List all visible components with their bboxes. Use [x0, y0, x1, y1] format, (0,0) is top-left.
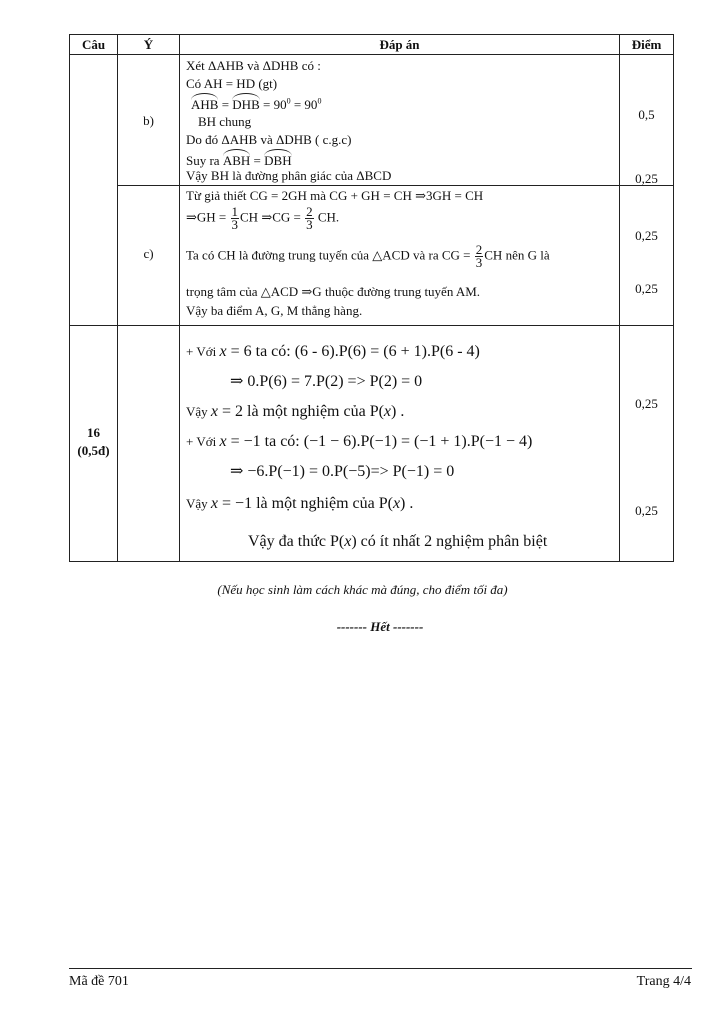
answer-line: Suy ra ABH = DBH: [186, 149, 292, 169]
table-header-row: [70, 35, 674, 55]
answer-line: Ta có CH là đường trung tuyến của △ACD và ra CG = $\frac{2}{3}$ CH nên G là: [186, 242, 550, 270]
answer-line: Có AH = HD (gt): [186, 76, 278, 91]
answer-line: + Với x = −1 ta có: (−1 − 6).P(−1) = (−1 + 1).P(−1 − 4): [186, 433, 533, 450]
question-points: (0,5đ): [77, 443, 110, 458]
sub-label-b: b): [143, 113, 154, 128]
score-value: 0,25: [635, 281, 658, 296]
question-number: 16: [87, 425, 100, 440]
answer-line: Do đó ΔAHB và ΔDHB ( c.g.c): [186, 132, 352, 147]
header-cau: Câu: [70, 35, 118, 55]
sub-cell-16: [118, 326, 180, 562]
footer-divider: [69, 968, 692, 969]
answer-line: Vậy x = 2 là một nghiệm của P(x) .: [186, 403, 405, 420]
header-y: Ý: [118, 35, 180, 55]
score-cell-b: [620, 55, 674, 186]
sub-cell-c: [118, 186, 180, 326]
header-diem: Điểm: [620, 35, 674, 55]
answer-table: [69, 34, 674, 562]
score-value: 0,25: [635, 228, 658, 243]
sub-label-c: c): [143, 246, 154, 261]
answer-line: ⇒GH = $\frac{1}{3}$ CH ⇒CG = $\frac{2}{3}$ CH.: [186, 204, 340, 232]
table-row-c: [70, 186, 674, 326]
fraction: $\frac{2}{3}$: [306, 204, 313, 232]
answer-cell-c: [180, 186, 620, 326]
table-row-b: [70, 55, 674, 186]
answer-line: AHB = DHB = $90^0 = 90^0$: [191, 93, 321, 113]
answer-line: Vậy đa thức P(x) có ít nhất 2 nghiệm phân biệt: [248, 533, 548, 550]
score-value: 0,25: [635, 171, 658, 186]
answer-line: Vậy ba điểm A, G, M thẳng hàng.: [186, 303, 363, 318]
page-number: Trang 4/4: [636, 974, 691, 989]
question-cell-16: [70, 326, 118, 562]
answer-line: trọng tâm của △ACD ⇒G thuộc đường trung tuyến AM.: [186, 284, 481, 299]
score-value: 0,25: [635, 503, 658, 518]
answer-line: Vậy x = −1 là một nghiệm của P(x) .: [186, 495, 414, 512]
score-cell-c: [620, 186, 674, 326]
sub-cell-b: [118, 55, 180, 186]
answer-line: ⇒ 0.P(6) = 7.P(2) => P(2) = 0: [230, 373, 423, 390]
answer-cell-16: [180, 326, 620, 562]
score-value: 0,25: [635, 396, 658, 411]
fraction: $\frac{2}{3}$: [475, 242, 483, 270]
answer-line: BH chung: [198, 114, 252, 129]
score-value: 0,5: [638, 107, 655, 122]
answer-line: ⇒ −6.P(−1) = 0.P(−5)=> P(−1) = 0: [230, 463, 455, 480]
end-marker: ------- Hết -------: [336, 619, 424, 634]
answer-line: Xét ΔAHB và ΔDHB có :: [186, 58, 321, 73]
header-dap-an: Đáp án: [180, 35, 620, 55]
question-cell-empty: [70, 55, 118, 326]
answer-cell-b: [180, 55, 620, 186]
answer-line: Từ giả thiết CG = 2GH mà CG + GH = CH ⇒3GH = CH: [186, 188, 484, 203]
exam-code: Mã đề 701: [69, 974, 129, 989]
fraction: $\frac{1}{3}$: [231, 204, 239, 232]
answer-line: + Với x = 6 ta có: (6 - 6).P(6) = (6 + 1).P(6 - 4): [186, 343, 480, 360]
grading-note: (Nếu học sinh làm cách khác mà đúng, cho điểm tối đa): [217, 582, 508, 597]
score-cell-16: [620, 326, 674, 562]
table-row-16: [70, 326, 674, 562]
answer-line: Vậy BH là đường phân giác của ΔBCD: [186, 168, 392, 183]
